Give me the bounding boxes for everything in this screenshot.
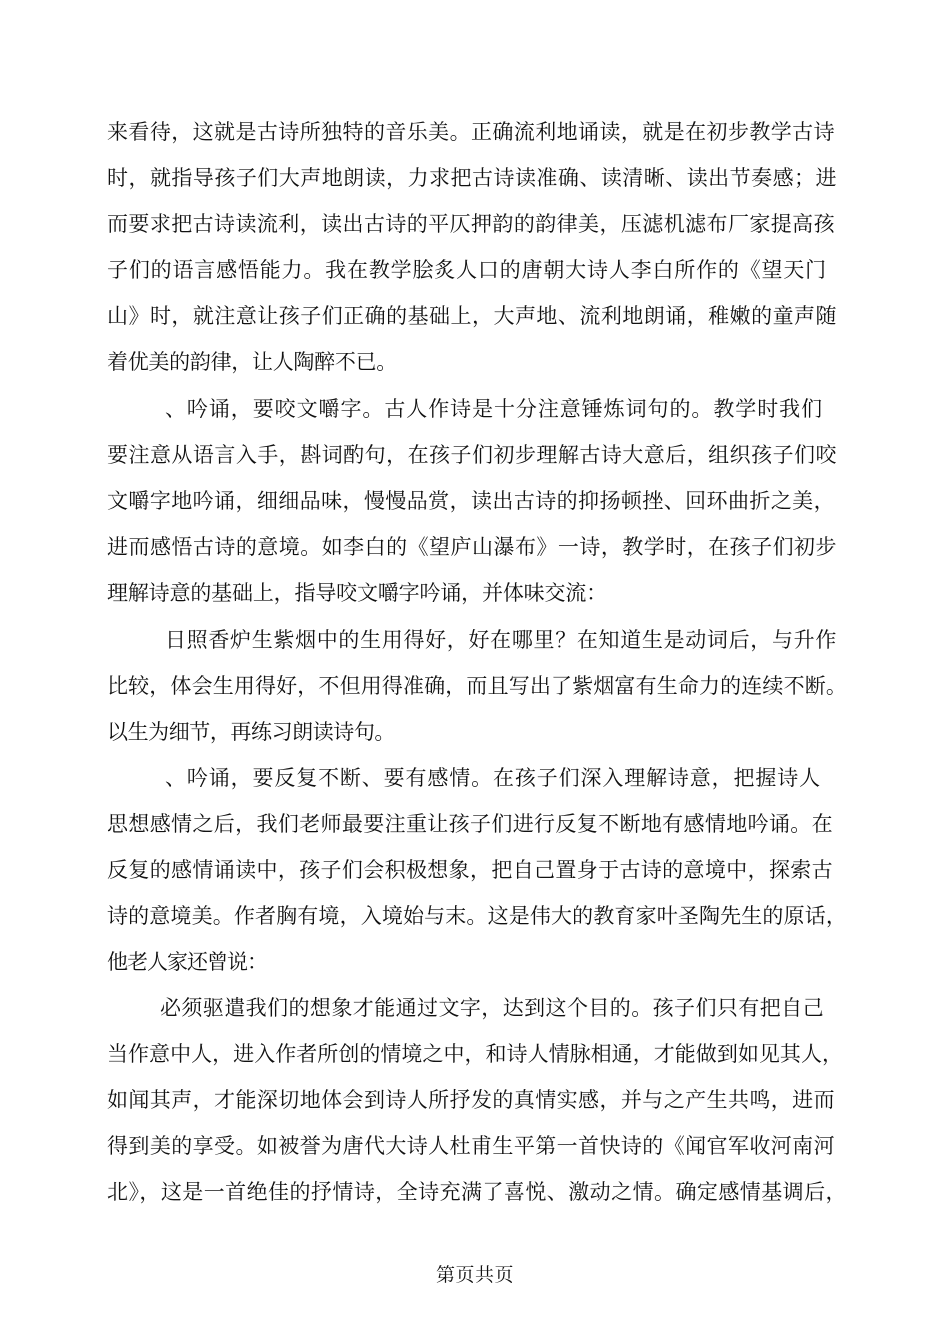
text-line: 子们的语言感悟能力。我在教学脍炙人口的唐朝大诗人李白所作的《望天门 (107, 258, 827, 282)
text-line: 、吟诵，要反复不断、要有感情。在孩子们深入理解诗意，把握诗人 (165, 766, 821, 790)
text-line: 以生为细节，再练习朗读诗句。 (107, 720, 395, 744)
text-line: 山》时，就注意让孩子们正确的基础上，大声地、流利地朗诵，稚嫩的童声随 (107, 304, 837, 328)
text-line: 而要求把古诗读流利，读出古诗的平仄押韵的韵律美，压滤机滤布厂家提高孩 (107, 212, 835, 236)
text-line: 如闻其声，才能深切地体会到诗人所抒发的真情实感，并与之产生共鸣，进而 (107, 1088, 835, 1112)
text-line: 他老人家还曾说： (107, 950, 267, 974)
text-line: 来看待，这就是古诗所独特的音乐美。正确流利地诵读，就是在初步教学古诗 (107, 120, 835, 144)
text-line: 文嚼字地吟诵，细细品味，慢慢品赏，读出古诗的抑扬顿挫、回环曲折之美， (107, 489, 835, 513)
page-footer: 第页共页 (435, 1264, 514, 1286)
text-line: 反复的感情诵读中，孩子们会积极想象，把自己置身于古诗的意境中，探索古 (107, 858, 833, 882)
text-line: 日照香炉生紫烟中的生用得好，好在哪里？在知道生是动词后，与升作 (165, 628, 837, 652)
text-line: 理解诗意的基础上，指导咬文嚼字吟诵，并体味交流： (107, 581, 607, 605)
text-line: 北》，这是一首绝佳的抒情诗，全诗充满了喜悦、激动之情。确定感情基调后， (107, 1180, 847, 1204)
text-line: 要注意从语言入手，斟词酌句，在孩子们初步理解古诗大意后，组织孩子们咬 (107, 443, 837, 467)
text-line: 、吟诵，要咬文嚼字。古人作诗是十分注意锤炼词句的。教学时我们 (165, 397, 823, 421)
text-line: 比较，体会生用得好，不但用得准确，而且写出了紫烟富有生命力的连续不断。 (107, 674, 847, 698)
text-line: 着优美的韵律，让人陶醉不已。 (107, 350, 397, 374)
text-line: 时，就指导孩子们大声地朗读，力求把古诗读准确、读清晰、读出节奏感；进 (107, 166, 837, 190)
text-line: 诗的意境美。作者胸有境，入境始与末。这是伟大的教育家叶圣陶先生的原话， (107, 904, 847, 928)
text-line: 思想感情之后，我们老师最要注重让孩子们进行反复不断地有感情地吟诵。在 (107, 812, 833, 836)
text-line: 当作意中人，进入作者所创的情境之中，和诗人情脉相通，才能做到如见其人， (107, 1042, 843, 1066)
text-line: 得到美的享受。如被誉为唐代大诗人杜甫生平第一首快诗的《闻官军收河南河 (107, 1134, 835, 1158)
text-line: 进而感悟古诗的意境。如李白的《望庐山瀑布》一诗，教学时，在孩子们初步 (107, 535, 837, 559)
text-line: 必须驱遣我们的想象才能通过文字，达到这个目的。孩子们只有把自己 (160, 996, 824, 1020)
